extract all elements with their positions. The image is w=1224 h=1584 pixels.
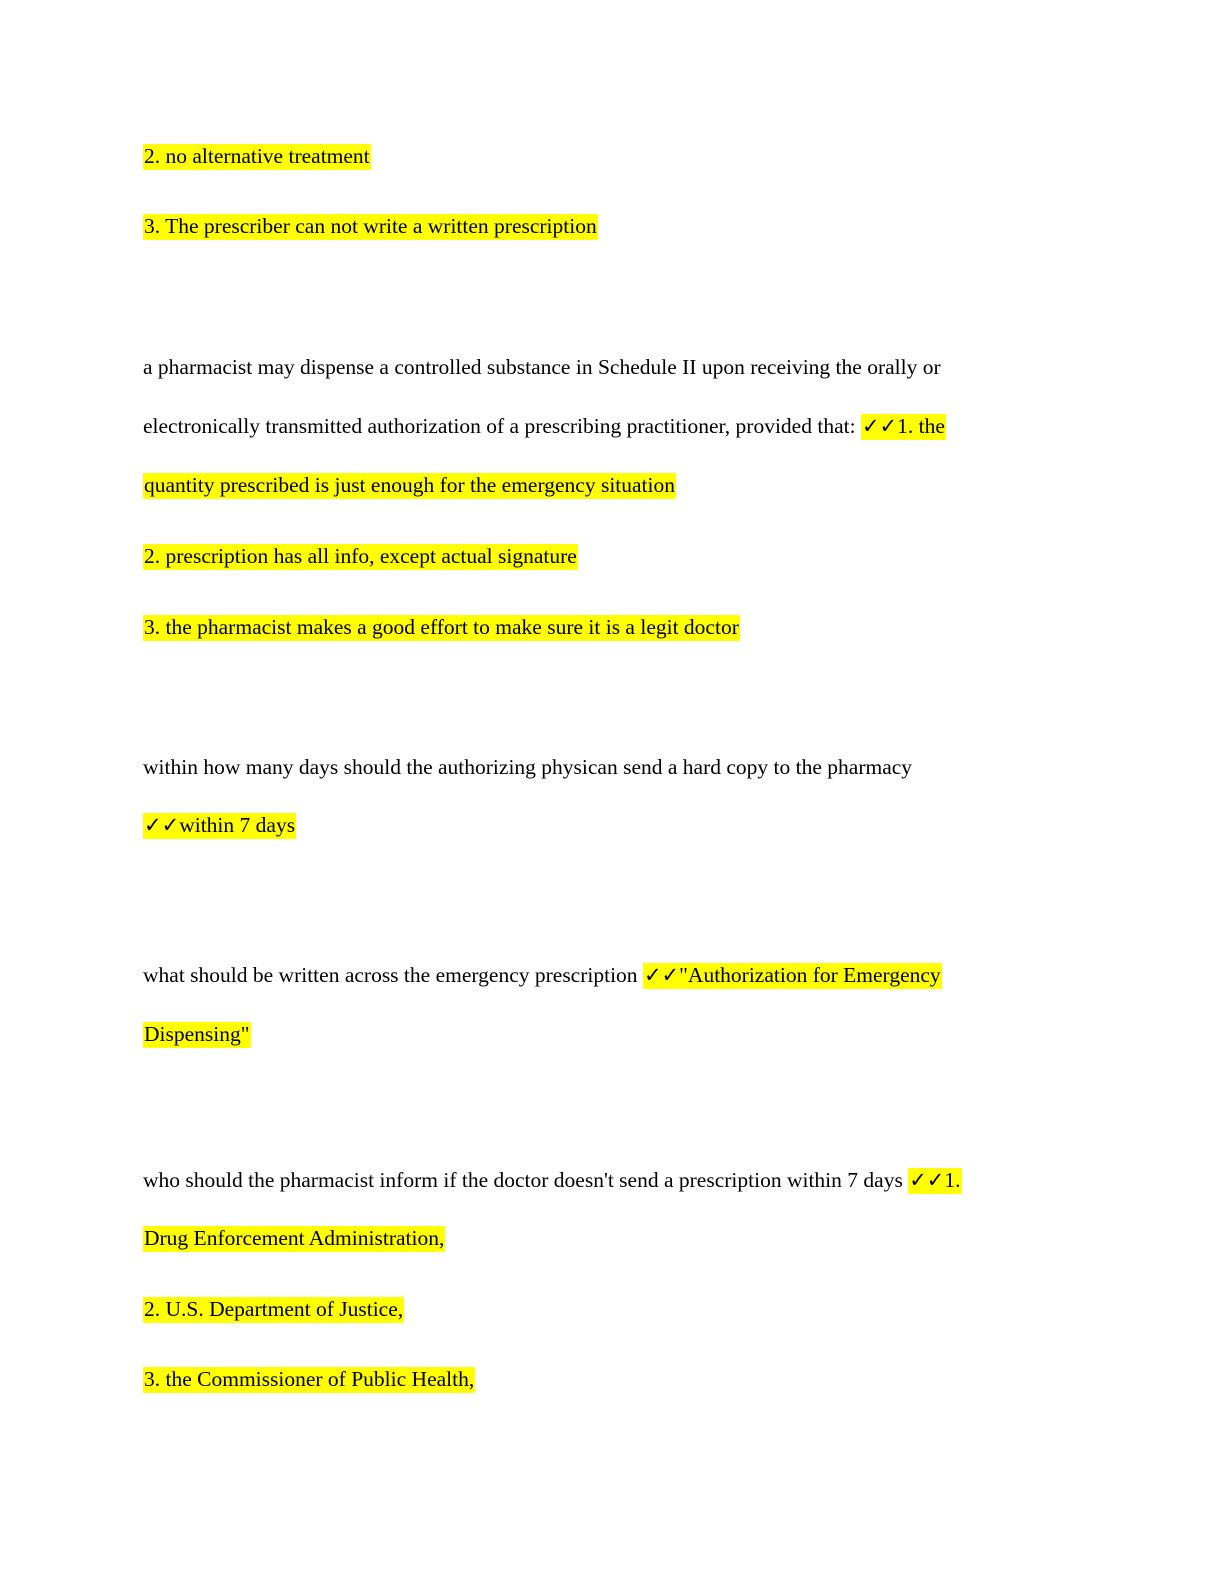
question-line [143, 409, 946, 443]
answer-line [143, 468, 676, 502]
highlighted-answer: 2. no alternative treatment [144, 144, 370, 168]
question-line [143, 1163, 962, 1197]
highlighted-answer: 2. U.S. Department of Justice, [144, 1297, 404, 1321]
answer-text: 1. the [897, 414, 945, 438]
highlighted-answer: 3. the Commissioner of Public Health, [144, 1367, 475, 1391]
highlighted-answer: 3. the pharmacist makes a good effort to make sure it is a legit doctor [144, 615, 739, 639]
highlighted-answer: quantity prescribed is just enough for the emergency situation [144, 473, 676, 497]
answer-line [143, 610, 740, 644]
question-text: a pharmacist may dispense a controlled substance in Schedule II upon receiving the orally or [143, 355, 941, 379]
answer-text: 1. [944, 1168, 961, 1192]
double-check-icon: ✓✓ [144, 813, 180, 837]
question-text: within how many days should the authorizing physican send a hard copy to the pharmacy [143, 755, 913, 779]
highlighted-answer: Drug Enforcement Administration, [144, 1226, 445, 1250]
question-text: who should the pharmacist inform if the doctor doesn't send a prescription within 7 days [143, 1168, 909, 1192]
double-check-icon: ✓✓ [861, 414, 898, 438]
answer-text: "Authorization for Emergency [679, 963, 941, 987]
answer-line [143, 1292, 404, 1326]
highlighted-answer [908, 1168, 961, 1194]
question-line [143, 350, 941, 384]
highlighted-answer [143, 813, 296, 839]
answer-line [143, 209, 598, 243]
answer-line [143, 139, 371, 173]
answer-line [143, 808, 296, 842]
question-text: what should be written across the emergency prescription [143, 963, 643, 987]
question-line [143, 958, 942, 992]
double-check-icon: ✓✓ [909, 1168, 945, 1192]
question-line [143, 750, 912, 784]
highlighted-answer: 3. The prescriber can not write a written prescription [144, 214, 597, 238]
answer-line [143, 1362, 475, 1396]
highlighted-answer: 2. prescription has all info, except actual signature [144, 544, 577, 568]
answer-text: within 7 days [179, 813, 296, 837]
answer-line [143, 1221, 445, 1255]
highlighted-answer: Dispensing" [144, 1022, 250, 1046]
double-check-icon: ✓✓ [643, 963, 680, 987]
highlighted-answer [861, 414, 946, 440]
question-text: electronically transmitted authorization of a prescribing practitioner, provided that: [143, 414, 861, 438]
highlighted-answer [643, 963, 942, 989]
answer-line [143, 539, 578, 573]
answer-line [143, 1017, 251, 1051]
